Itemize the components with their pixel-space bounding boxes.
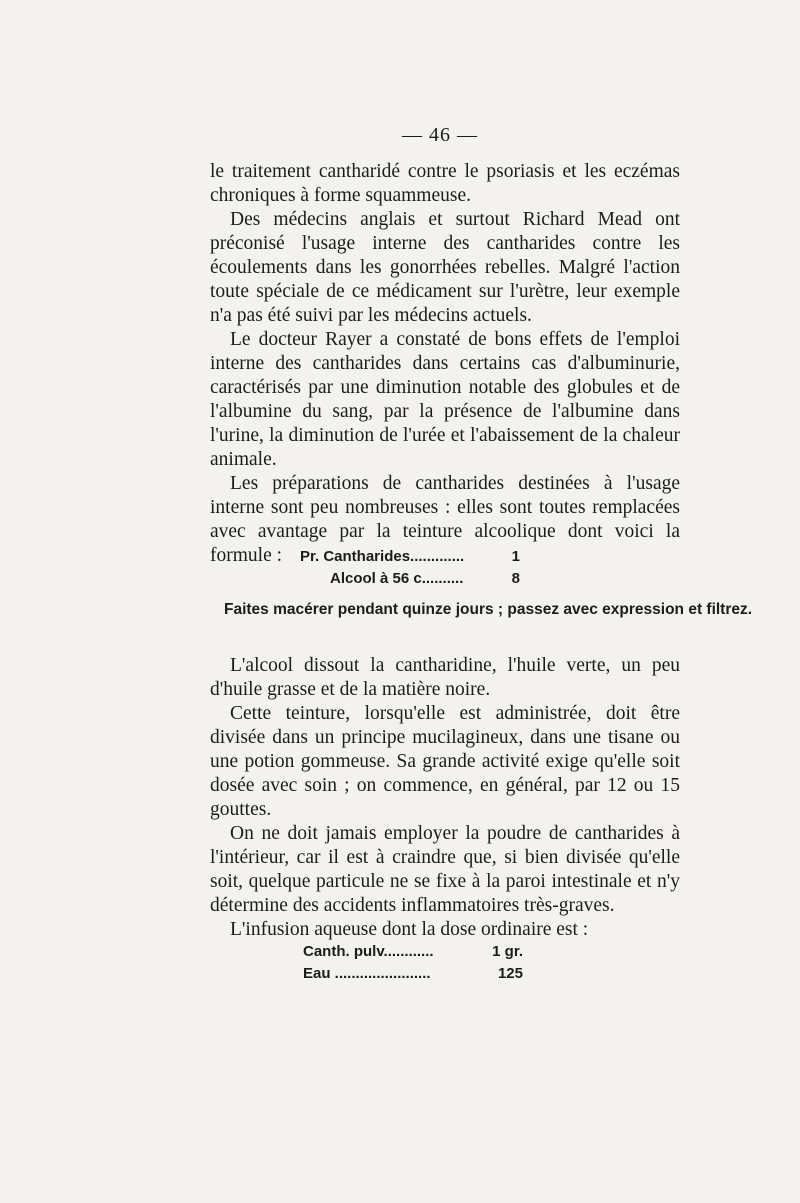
paragraph: L'infusion aqueuse dont la dose ordinaire est : bbox=[230, 919, 589, 940]
formula-row bbox=[300, 568, 520, 590]
ingredient-quantity: 8 bbox=[511, 570, 520, 587]
formula-row bbox=[300, 546, 520, 568]
ingredient-quantity: 1 bbox=[511, 548, 520, 565]
paragraph: On ne doit jamais employer la poudre de cantharides à l'intérieur, car il est à craindre que, si bien divisée qu'elle soit, quelque particule ne se fixe à la paroi intestinale et n'y détermine des accidents inflammatoires très-graves. bbox=[210, 823, 680, 916]
paragraph: Cette teinture, lorsqu'elle est administrée, doit être divisée dans un principe mucilagineux, dans une tisane ou une potion gommeuse. Sa grande activité exige qu'elle soit dosée avec soin ; on commence, en général, par 12 ou 15 gouttes. bbox=[210, 703, 680, 820]
paragraph: Le docteur Rayer a constaté de bons effets de l'emploi interne des cantharides dans certains cas d'albuminurie, caractérisés par une diminution notable des globules et de l'albumine du sang, par la présence de l'albumine dans l'urine, la diminution de l'urée et l'abaissement de la chaleur animale. bbox=[210, 329, 680, 470]
formula-row bbox=[303, 941, 523, 963]
ingredient-name: Pr. Cantharides............. bbox=[300, 548, 465, 565]
paragraph: Les préparations de cantharides destinées à l'usage interne sont peu nombreuses : elles sont toutes remplacées avec avantage par la teinture alcoolique dont voici la formule : bbox=[210, 473, 680, 566]
page-number: — 46 — bbox=[402, 124, 478, 146]
ingredient-name: Eau ....................... bbox=[303, 965, 431, 982]
paragraph: Des médecins anglais et surtout Richard Mead ont préconisé l'usage interne des cantharides contre les écoulements dans les gonorrhées rebelles. Malgré l'action toute spéciale de ce médicament sur l'urètre, leur exemple n'a pas été suivi par les médecins actuels. bbox=[210, 209, 680, 326]
infusion-formula bbox=[303, 941, 523, 985]
ingredient-name: Canth. pulv............ bbox=[303, 943, 434, 960]
tincture-formula bbox=[300, 546, 520, 590]
formula-row bbox=[303, 963, 523, 985]
body-text-upper bbox=[210, 160, 680, 568]
preparation-note: Faites macérer pendant quinze jours ; passez avec expression et filtrez. bbox=[224, 601, 753, 618]
paragraph: le traitement cantharidé contre le psoriasis et les eczémas chroniques à forme squammeuse. bbox=[210, 161, 680, 206]
ingredient-quantity: 125 bbox=[497, 965, 523, 982]
ingredient-name: Alcool à 56 c.......... bbox=[330, 570, 464, 587]
body-text-lower bbox=[210, 654, 680, 942]
paragraph: L'alcool dissout la cantharidine, l'huile verte, un peu d'huile grasse et de la matière noire. bbox=[210, 655, 680, 700]
ingredient-quantity: 1 gr. bbox=[492, 943, 523, 960]
